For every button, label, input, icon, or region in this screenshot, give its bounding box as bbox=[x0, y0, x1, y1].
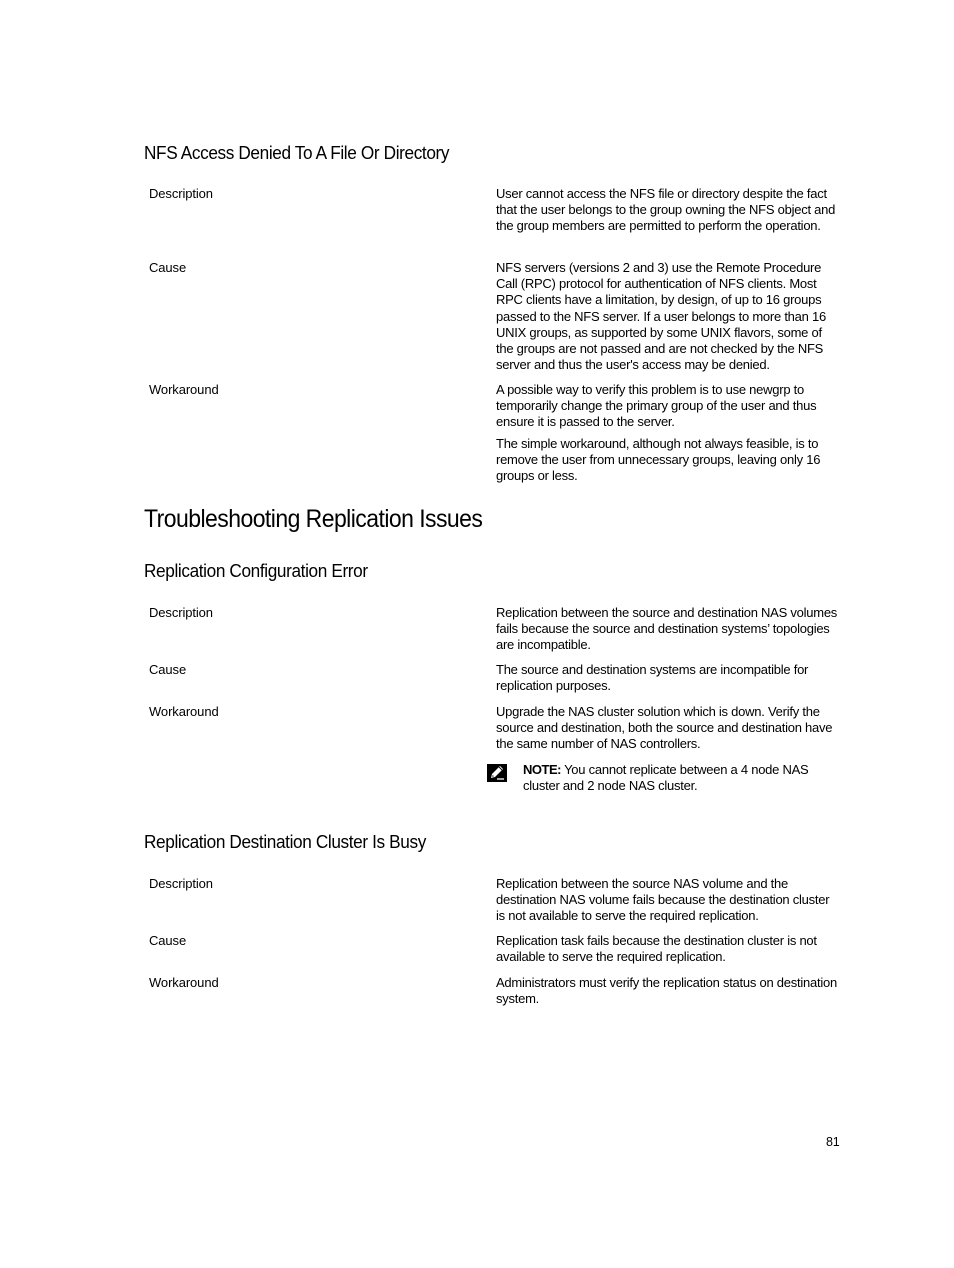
paragraph: A possible way to verify this problem is to use newgrp to temporarily change the primary group of the user and thus ensure it is passed to the server. bbox=[496, 382, 817, 430]
chapter-title: Troubleshooting Replication Issues bbox=[144, 505, 483, 533]
note-text bbox=[523, 762, 841, 794]
row-label-cause: Cause bbox=[149, 933, 187, 948]
paragraph: Administrators must verify the replication status on destination system. bbox=[496, 975, 837, 1007]
row-value-cause bbox=[496, 260, 841, 373]
paragraph: Replication task fails because the destination cluster is not available to serve the required replication. bbox=[496, 933, 817, 965]
row-value-workaround bbox=[496, 975, 841, 1007]
row-value-workaround bbox=[496, 704, 841, 753]
row-label-workaround: Workaround bbox=[149, 975, 219, 990]
row-value-description bbox=[496, 605, 841, 654]
pencil-note-icon bbox=[487, 764, 507, 782]
row-label-cause: Cause bbox=[149, 662, 187, 677]
row-value-description bbox=[496, 186, 841, 235]
paragraph: Upgrade the NAS cluster solution which is down. Verify the source and destination, both the source and destination have the same number of NAS controllers. bbox=[496, 704, 833, 752]
row-label-workaround: Workaround bbox=[149, 382, 219, 397]
row-label-description: Description bbox=[149, 186, 213, 201]
paragraph: The source and destination systems are incompatible for replication purposes. bbox=[496, 662, 809, 694]
paragraph: Replication between the source NAS volume and the destination NAS volume fails because the destination cluster is not available to serve the required replication. bbox=[496, 876, 830, 924]
row-label-workaround: Workaround bbox=[149, 704, 219, 719]
row-value-cause bbox=[496, 662, 841, 694]
paragraph: Replication between the source and destination NAS volumes fails because the source and destination systems’ topologies are incompatible. bbox=[496, 605, 838, 653]
row-value-description bbox=[496, 876, 841, 925]
note-label: NOTE: bbox=[523, 762, 561, 777]
row-label-description: Description bbox=[149, 876, 213, 891]
note-body: You cannot replicate between a 4 node NAS cluster and 2 node NAS cluster. bbox=[523, 762, 809, 794]
paragraph: NFS servers (versions 2 and 3) use the Remote Procedure Call (RPC) protocol for authentication of NFS clients. Most RPC clients have a limitation, by design, of up to 16 groups passed to the NFS server. If a user belongs to more than 16 UNIX groups, as supported by some UNIX flavors, some of the groups are not passed and are not checked by the NFS server and thus the user's access may be denied. bbox=[496, 260, 826, 373]
paragraph: The simple workaround, although not always feasible, is to remove the user from unnecessary groups, leaving only 16 groups or less. bbox=[496, 435, 821, 484]
row-value-cause bbox=[496, 933, 841, 965]
row-label-description: Description bbox=[149, 605, 213, 620]
paragraph: User cannot access the NFS file or directory despite the fact that the user belongs to the group owning the NFS object and the group members are permitted to perform the operation. bbox=[496, 186, 836, 234]
row-value-workaround bbox=[496, 382, 841, 484]
page-number: 81 bbox=[826, 1135, 840, 1149]
section-heading-replication-destination-busy: Replication Destination Cluster Is Busy bbox=[144, 831, 426, 852]
section-heading-replication-config-error: Replication Configuration Error bbox=[144, 560, 368, 581]
row-label-cause: Cause bbox=[149, 260, 187, 275]
section-heading-nfs-access-denied: NFS Access Denied To A File Or Directory bbox=[144, 142, 450, 163]
